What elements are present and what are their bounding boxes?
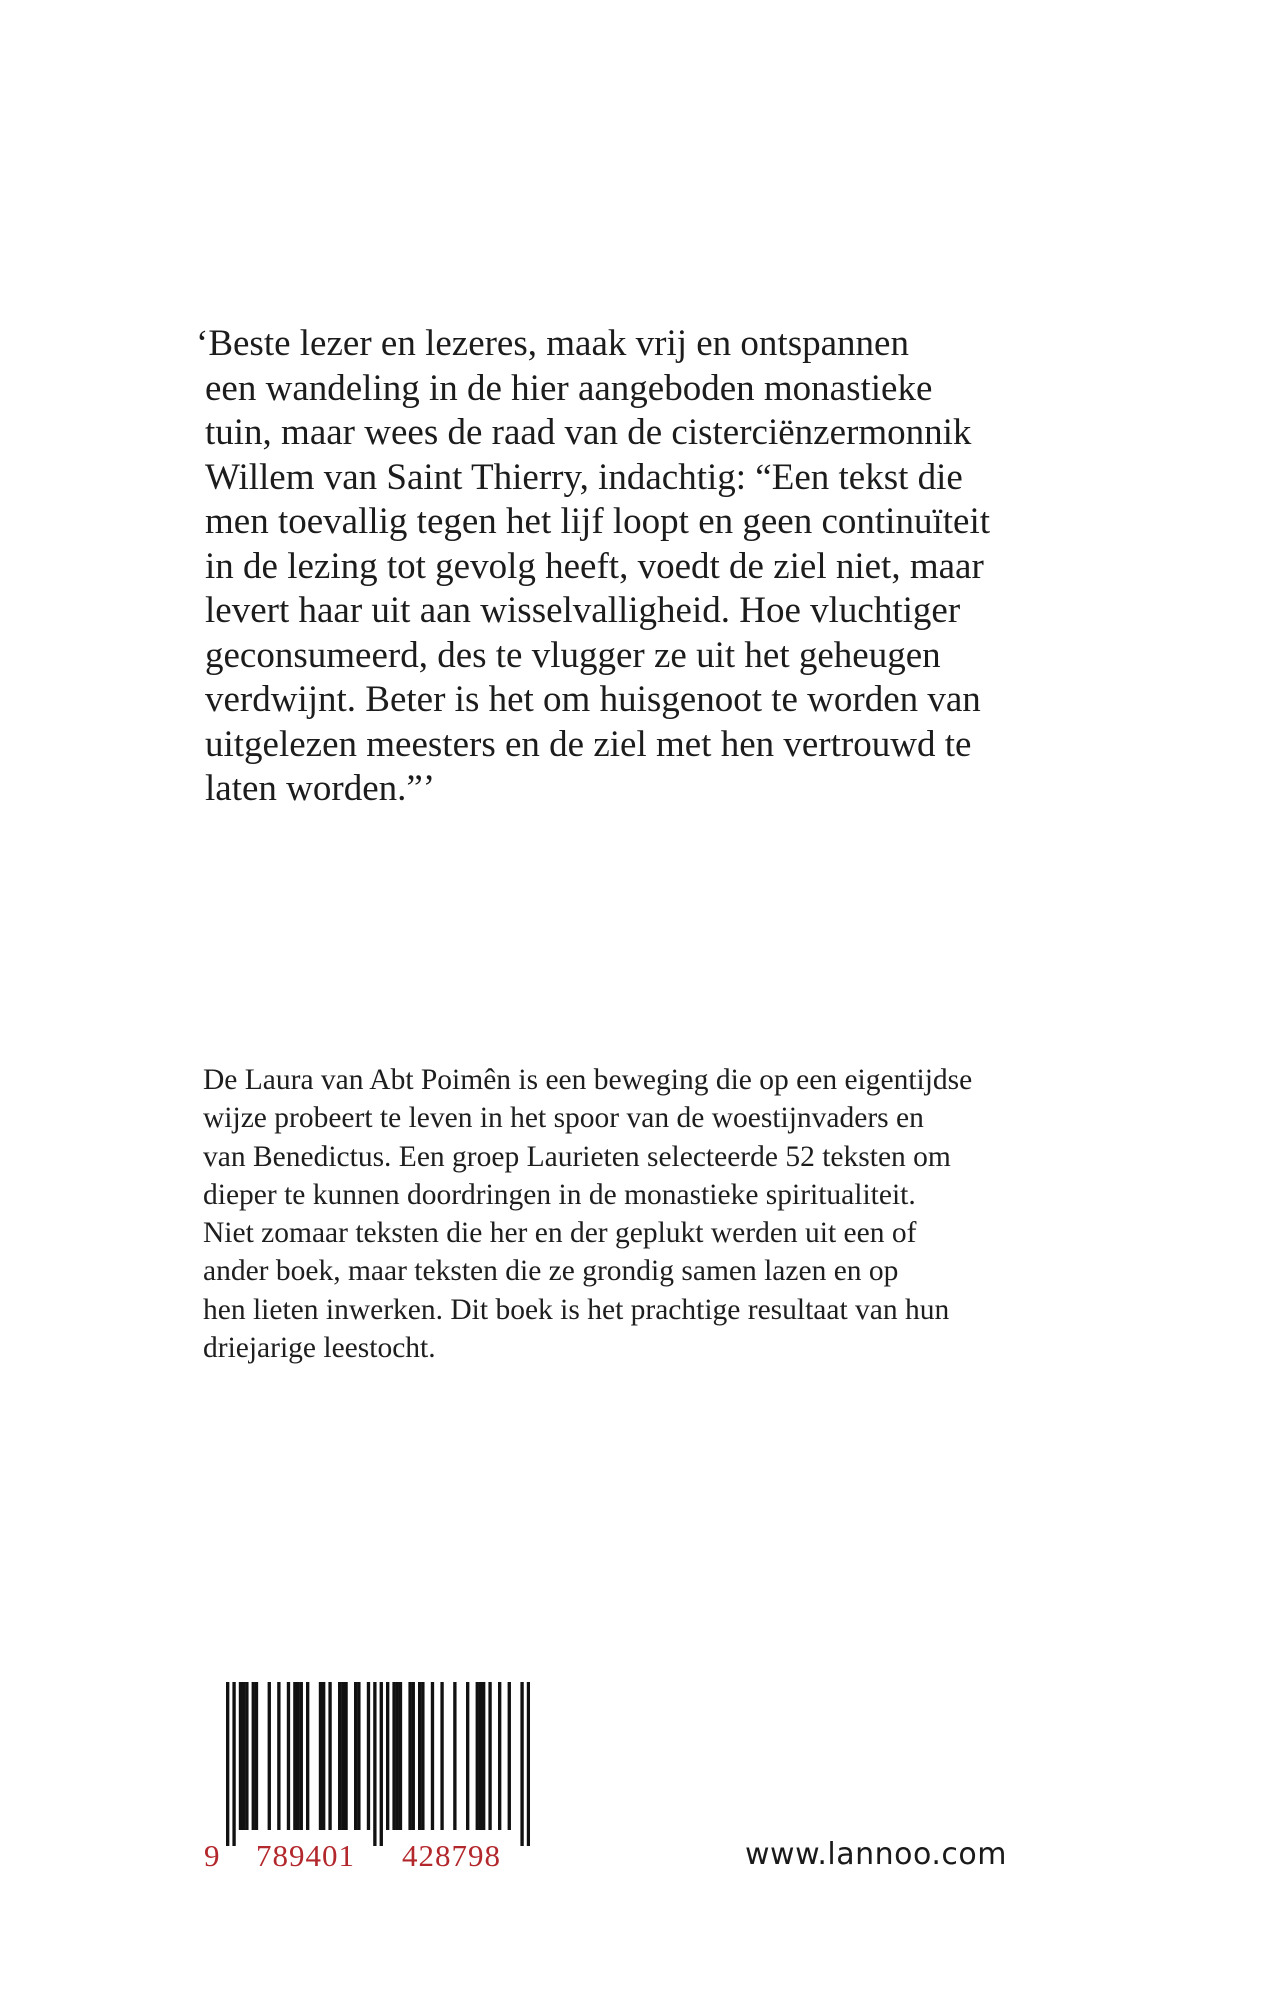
barcode-bar xyxy=(338,1682,341,1830)
barcode-bar xyxy=(252,1682,255,1830)
barcode-bar xyxy=(296,1682,299,1830)
barcode-bar xyxy=(239,1682,242,1830)
quote-line-6: in de lezing tot gevolg heeft, voedt de ziel niet, maar xyxy=(205,545,984,587)
quote-line-8: geconsumeerd, des te vlugger ze uit het geheugen xyxy=(205,634,941,676)
barcode-bar xyxy=(431,1682,434,1830)
barcode-bar xyxy=(367,1682,370,1830)
barcode-bar xyxy=(508,1682,511,1830)
back-cover-quote xyxy=(196,322,1076,812)
barcode-bar xyxy=(396,1682,399,1830)
barcode-bar xyxy=(354,1682,357,1830)
barcode-bar xyxy=(232,1682,235,1846)
barcode-bar xyxy=(226,1682,229,1846)
barcode-bar xyxy=(293,1682,296,1830)
barcode-bars xyxy=(226,1682,530,1846)
description-line-3: van Benedictus. Een groep Laurieten selecteerde 52 teksten om xyxy=(203,1140,951,1173)
description-line-7: hen lieten inwerken. Dit boek is het prachtige resultaat van hun xyxy=(203,1293,950,1326)
barcode-bar xyxy=(408,1682,411,1830)
barcode-bar xyxy=(482,1682,485,1830)
barcode-bar xyxy=(322,1682,325,1830)
barcode-bar xyxy=(344,1682,347,1830)
publisher-website: www.lannoo.com xyxy=(745,1837,1007,1872)
barcode-bar xyxy=(440,1682,443,1830)
description-line-4: dieper te kunnen doordringen in de monastieke spiritualiteit. xyxy=(203,1178,916,1211)
barcode-bar xyxy=(421,1682,424,1830)
barcode-bar xyxy=(277,1682,280,1830)
barcode-bar xyxy=(453,1682,456,1830)
barcode-bar xyxy=(392,1682,395,1830)
isbn-barcode xyxy=(204,1682,530,1873)
description-line-5: Niet zomaar teksten die her en der geplukt werden uit een of xyxy=(203,1217,917,1250)
quote-line-5: men toevallig tegen het lijf loopt en geen continuïteit xyxy=(205,501,991,542)
barcode-digits xyxy=(204,1838,544,1878)
quote-line-1: ‘Beste lezer en lezeres, maak vrij en ontspannen xyxy=(196,323,909,364)
barcode-bar xyxy=(380,1682,383,1846)
quote-line-4: Willem van Saint Thierry, indachtig: “Een tekst die xyxy=(205,456,963,498)
quote-line-9: verdwijnt. Beter is het om huisgenoot te worden van xyxy=(205,679,981,720)
description-line-6: ander boek, maar teksten die ze grondig samen lazen en op xyxy=(203,1255,899,1288)
barcode-bar xyxy=(520,1682,523,1846)
barcode-left-digits: 789401 xyxy=(256,1838,355,1873)
barcode-bar xyxy=(527,1682,530,1846)
barcode-bar xyxy=(255,1682,258,1830)
barcode-bar xyxy=(328,1682,331,1830)
barcode-bar xyxy=(498,1682,501,1830)
barcode-bar xyxy=(466,1682,469,1830)
barcode-bar xyxy=(268,1682,271,1830)
quote-line-2: een wandeling in de hier aangeboden monastieke xyxy=(205,367,933,409)
barcode-bar xyxy=(306,1682,309,1830)
description-line-2: wijze probeert te leven in het spoor van de woestijnvaders en xyxy=(203,1102,924,1135)
barcode-bar xyxy=(341,1682,344,1830)
barcode-bar xyxy=(245,1682,248,1830)
description-line-8: driejarige leestocht. xyxy=(203,1332,436,1365)
quote-line-11: laten worden.”’ xyxy=(205,768,436,809)
barcode-right-digits: 428798 xyxy=(402,1838,501,1873)
book-description xyxy=(203,1061,1083,1367)
barcode-bar xyxy=(479,1682,482,1830)
barcode-bar xyxy=(476,1682,479,1830)
barcode-bar xyxy=(373,1682,376,1846)
barcode-first-digit: 9 xyxy=(204,1838,221,1873)
barcode-bar xyxy=(418,1682,421,1830)
barcode-bar xyxy=(386,1682,389,1830)
barcode-bar xyxy=(300,1682,303,1830)
barcode-bar xyxy=(287,1682,290,1830)
quote-line-3: tuin, maar wees de raad van de cisterciënzermonnik xyxy=(205,412,972,453)
barcode-bar xyxy=(488,1682,491,1830)
quote-line-7: levert haar uit aan wisselvalligheid. Hoe vluchtiger xyxy=(205,590,961,631)
description-line-1: De Laura van Abt Poimên is een beweging die op een eigentijdse xyxy=(203,1064,973,1096)
quote-line-10: uitgelezen meesters en de ziel met hen vertrouwd te xyxy=(205,723,972,765)
barcode-bar xyxy=(412,1682,415,1830)
barcode-bar xyxy=(357,1682,360,1830)
barcode-bar xyxy=(242,1682,245,1830)
barcode-bar xyxy=(399,1682,402,1830)
barcode-bar xyxy=(319,1682,322,1830)
